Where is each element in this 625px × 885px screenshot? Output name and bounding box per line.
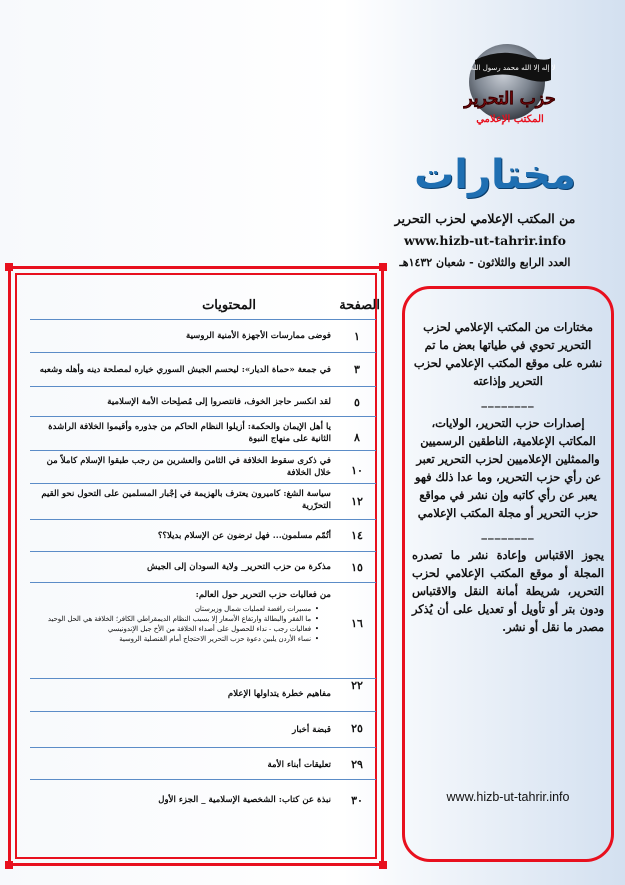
- toc-subitem: • فعاليات رجب - نداء للحصول على أصداء الخلافة من الأخ جبل الإندونيسي: [30, 624, 319, 634]
- frame-corner: [5, 263, 13, 271]
- info-paragraph-copyright: يجوز الاقتباس وإعادة نشر ما تصدره المجلة أو موقع المكتب الإعلامي لحزب التحرير، شريطة أمانة النقل والاقتباس ودون بتر أو تأويل أو تعديل على أن يُذكر مصدر ما نقل أو نشر.: [412, 548, 604, 634]
- info-paragraph-intro: مختارات من المكتب الإعلامي لحزب التحرير تحوي في طياتها بعض ما تم نشره على موقع المكتب الإعلامي لحزب التحرير وإذاعته: [413, 320, 603, 388]
- toc-row[interactable]: [30, 386, 376, 417]
- frame-corner: [5, 861, 13, 869]
- toc-row[interactable]: [30, 678, 376, 712]
- toc-row[interactable]: [30, 450, 376, 484]
- toc-entry-title: تعليقات أبناء الأمة: [267, 760, 331, 770]
- toc-row[interactable]: [30, 416, 376, 451]
- frame-corner: [379, 861, 387, 869]
- info-divider: ________: [481, 394, 535, 408]
- toc-entry-title: نبذة عن كتاب: الشخصية الإسلامية _ الجزء الأول: [158, 795, 331, 805]
- brand-title: مختارات: [414, 152, 576, 198]
- toc-header: [30, 290, 380, 318]
- toc-entry-page: ١٠: [351, 464, 363, 477]
- svg-text:حزب التحرير: حزب التحرير: [464, 89, 556, 109]
- toc-header-page: الصفحة: [339, 298, 380, 313]
- toc-entry-title: مذكرة من حزب التحرير_ ولاية السودان إلى الجيش: [147, 562, 331, 572]
- toc-entry-title: يا أهل الإيمان والحكمة: أزيلوا النظام الحاكم من جذوره وأقيموا الخلافة الراشدة الثانية على منهاج النبوة: [48, 422, 331, 444]
- info-divider: ________: [481, 526, 535, 540]
- toc-entry-page: ١: [354, 330, 360, 343]
- toc-header-title: المحتويات: [202, 298, 256, 313]
- toc-entry-page: ٢٩: [351, 758, 363, 771]
- logo: [455, 38, 565, 138]
- toc-entry-heading: من فعاليات حزب التحرير حول العالم:: [195, 590, 331, 600]
- toc-entry-title: أتُمّم مسلمون... فهل ترضون عن الإسلام بديلا؟؟: [157, 531, 331, 541]
- toc-subitem: • نساء الأردن يلبين دعوة حزب التحرير الاحتجاج أمام القنصلية الروسية: [30, 634, 319, 644]
- toc-entry-title: سياسة الشغ: كاميرون يعترف بالهزيمة في إجْبار المسلمين على التحول نحو القيم التحرّرية: [41, 489, 331, 511]
- toc-subitem: • مسيرات رافضة لعمليات شمال وزيرستان: [30, 604, 319, 614]
- svg-text:لا إله إلا الله محمد رسول الله: لا إله إلا الله محمد رسول الله: [470, 64, 556, 72]
- toc-row[interactable]: [30, 582, 376, 679]
- toc-entry-page: ١٦: [351, 617, 363, 630]
- toc-row[interactable]: [30, 319, 376, 353]
- publication-website[interactable]: www.hizb-ut-tahrir.info: [404, 233, 566, 248]
- publication-issue: العدد الرابع والثلاثون - شعبان ١٤٣٢هـ: [399, 256, 571, 269]
- toc-subitem: • ما الفقر والبطالة وارتفاع الأسعار إلا بسبب النظام الديمقراطي الكافر؛ الخلافة هي الحل الوحيد: [30, 614, 319, 624]
- toc-entry-page: ٥: [354, 396, 360, 409]
- info-website-link[interactable]: www.hizb-ut-tahrir.info: [446, 790, 570, 804]
- publication-info: [390, 208, 580, 274]
- frame-corner: [379, 263, 387, 271]
- toc-row[interactable]: [30, 352, 376, 387]
- info-paragraph-disclaimer: إصدارات حزب التحرير، الولايات، المكاتب الإعلامية، الناطقين الرسميين والممثلين الإعلاميين لحزب التحرير تعبر عن رأي حزب التحرير، وما عدا ذلك فهو يعبر عن رأي كاتبه وإن نشر في مواقع حزب التحرير أو مجلة المكتب الإعلامي: [415, 416, 601, 520]
- toc-row[interactable]: [30, 483, 376, 520]
- toc-row[interactable]: [30, 747, 376, 780]
- toc-entry-page: ٣: [354, 363, 360, 376]
- publication-source: من المكتب الإعلامي لحزب التحرير: [394, 211, 576, 226]
- toc-entry-title: في جمعة «حماة الديار»: ليحسم الجيش السوري خياره لمصلحة دينه وأهله وشعبه: [39, 365, 331, 375]
- table-of-contents: [30, 286, 380, 856]
- toc-entry-page: ٢٢: [351, 679, 363, 692]
- toc-entry-page: ٣٠: [351, 794, 363, 807]
- toc-entry-title: قبضة أخبار: [292, 725, 331, 735]
- svg-text:المكتب الإعلامي: المكتب الإعلامي: [476, 114, 544, 125]
- toc-row[interactable]: [30, 551, 376, 583]
- toc-entry-title: مفاهيم خطرة يتداولها الإعلام: [227, 689, 331, 699]
- info-text: [412, 318, 604, 636]
- toc-entry-title: لقد انكسر حاجز الخوف، فانتصروا إلى مُصلِحات الأمة الإسلامية: [107, 397, 331, 407]
- toc-entry-page: ١٥: [351, 561, 363, 574]
- toc-entry-page: ١٤: [351, 529, 363, 542]
- toc-entry-page: ٨: [354, 431, 360, 444]
- toc-subitems: [30, 604, 331, 644]
- toc-row[interactable]: [30, 519, 376, 552]
- toc-entry-title: [30, 589, 331, 644]
- logo-graphic: [455, 38, 565, 138]
- toc-entry-title: فوضى ممارسات الأجهزة الأمنية الروسية: [185, 331, 331, 341]
- toc-row[interactable]: [30, 711, 376, 748]
- toc-entry-page: ٢٥: [351, 722, 363, 735]
- toc-entry-title: في ذكرى سقوط الخلافة في الثامن والعشرين من رجب طبقوا الإسلام كاملاً من خلال الخلافة: [46, 456, 331, 478]
- toc-row[interactable]: [30, 779, 376, 818]
- toc-entry-page: ١٢: [351, 495, 363, 508]
